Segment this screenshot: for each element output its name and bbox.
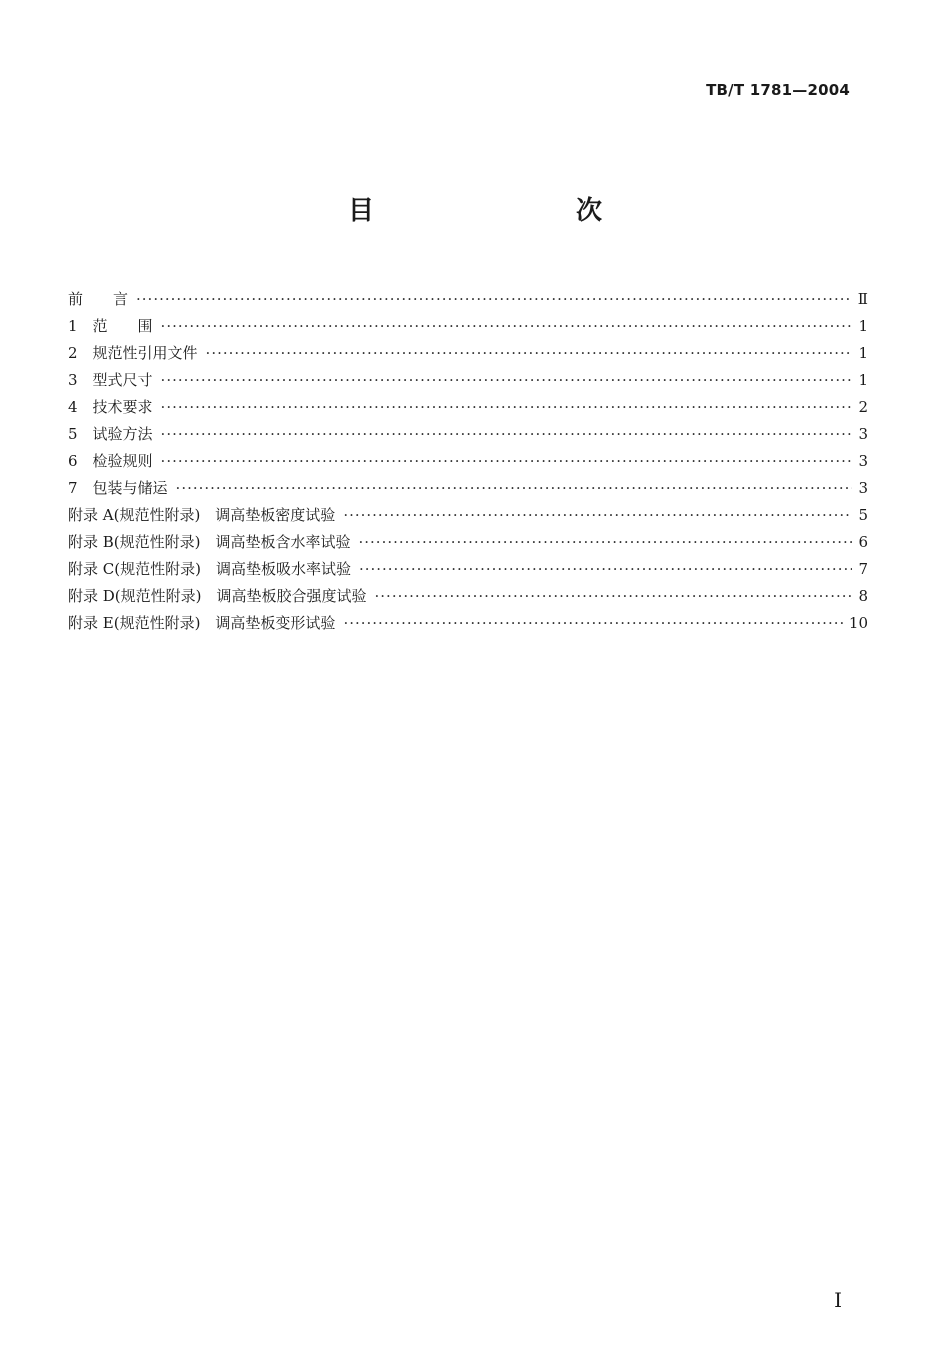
toc-leader-dots [359,533,853,551]
toc-entry-page: 1 [858,317,868,335]
toc-leader-dots [343,506,852,524]
toc-entry-label: 1 范 围 [68,317,153,335]
toc-entry-page: 8 [858,587,868,605]
toc-entry-test-methods[interactable] [68,423,868,450]
toc-leader-dots [136,290,852,308]
toc-entry-page: 3 [858,479,868,497]
toc-entry-dimensions[interactable] [68,369,868,396]
toc-entry-page: 1 [858,371,868,389]
toc-leader-dots [176,479,853,497]
toc-entry-requirements[interactable] [68,396,868,423]
page-number: I [834,1288,842,1312]
toc-entry-normative-references[interactable] [68,342,868,369]
toc-entry-annex-a[interactable] [68,504,868,531]
toc-leader-dots [343,614,842,632]
toc-entry-annex-e[interactable] [68,612,868,639]
toc-entry-label: 附录 A(规范性附录) 调高垫板密度试验 [68,506,336,524]
toc-entry-label: 附录 E(规范性附录) 调高垫板变形试验 [68,614,336,632]
toc-leader-dots [161,398,853,416]
toc-entry-page: 5 [858,506,868,524]
toc-entry-scope[interactable] [68,315,868,342]
toc-entry-annex-c[interactable] [68,558,868,585]
toc-entry-label: 附录 B(规范性附录) 调高垫板含水率试验 [68,533,351,551]
toc-entry-page: 6 [858,533,868,551]
toc-entry-label: 7 包装与储运 [68,479,168,497]
toc-entry-label: 附录 C(规范性附录) 调高垫板吸水率试验 [68,560,351,578]
toc-entry-page: 1 [858,344,868,362]
toc-entry-page: 10 [848,614,868,632]
toc-entry-page: 2 [858,398,868,416]
toc-entry-label: 5 试验方法 [68,425,153,443]
toc-leader-dots [359,560,853,578]
toc-entry-page: 7 [858,560,868,578]
toc-entry-page: 3 [858,425,868,443]
table-of-contents [68,288,868,639]
toc-leader-dots [206,344,853,362]
toc-entry-inspection-rules[interactable] [68,450,868,477]
toc-entry-label: 6 检验规则 [68,452,153,470]
toc-leader-dots [161,425,853,443]
toc-entry-label: 2 规范性引用文件 [68,344,198,362]
toc-entry-foreword[interactable] [68,288,868,315]
toc-leader-dots [161,371,853,389]
toc-leader-dots [161,452,853,470]
toc-entry-annex-d[interactable] [68,585,868,612]
toc-entry-label: 4 技术要求 [68,398,153,416]
toc-leader-dots [161,317,853,335]
page-title: 目 次 [347,196,652,226]
standard-code: TB/T 1781—2004 [706,81,850,99]
toc-entry-label: 3 型式尺寸 [68,371,153,389]
toc-entry-page: 3 [858,452,868,470]
toc-entry-packaging[interactable] [68,477,868,504]
toc-entry-label: 前 言 [68,290,129,308]
toc-leader-dots [375,587,853,605]
toc-entry-page: Ⅱ [857,290,868,308]
toc-entry-label: 附录 D(规范性附录) 调高垫板胶合强度试验 [68,587,367,605]
toc-entry-annex-b[interactable] [68,531,868,558]
